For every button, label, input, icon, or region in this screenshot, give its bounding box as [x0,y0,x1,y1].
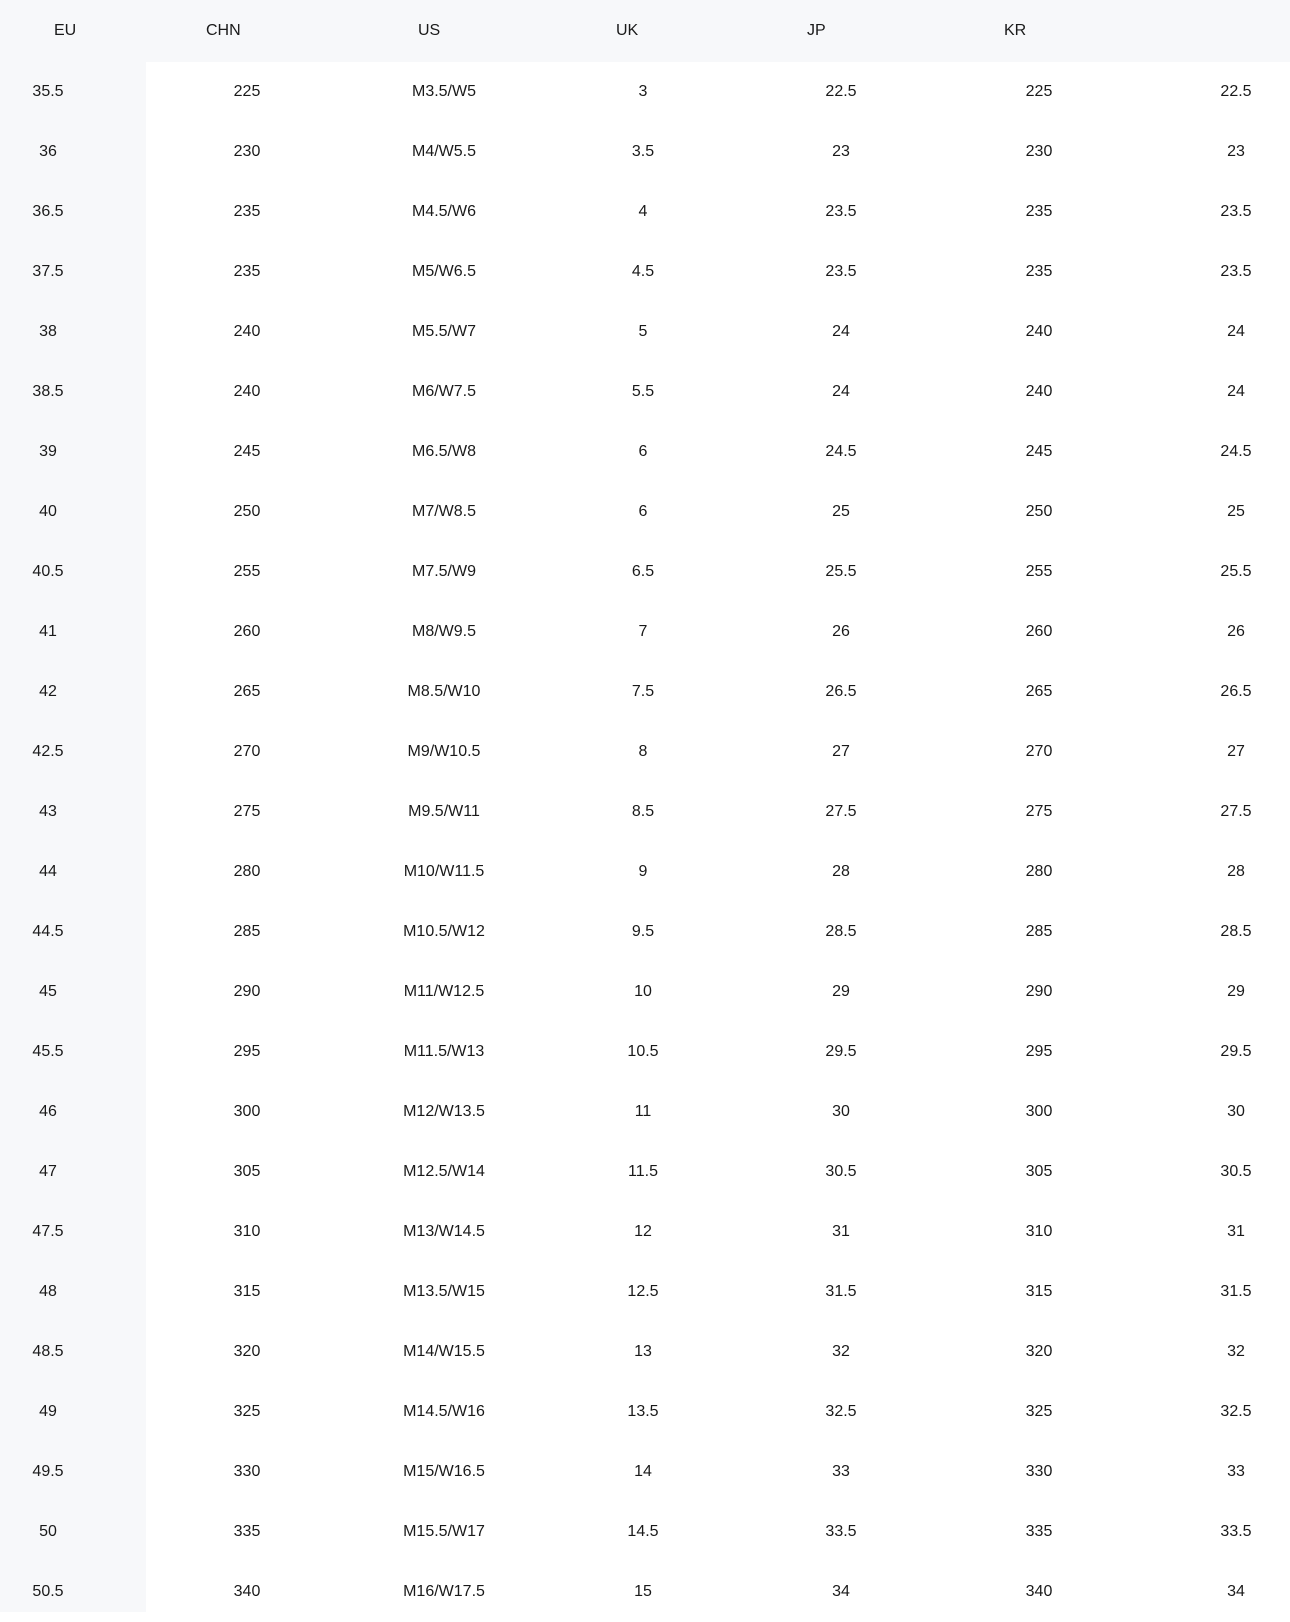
cell-chn: 280 [233,863,261,880]
cell-jp: 24 [832,323,850,340]
cell-jp: 28 [832,863,850,880]
cell-kr: 315 [1025,1283,1053,1300]
cell-us: M16/W17.5 [403,1583,485,1600]
header-kr: KR [1004,22,1027,39]
cell-chn: 270 [233,743,261,760]
cell-jp: 23.5 [825,263,857,280]
cell-extra: 26 [1227,623,1245,640]
cell-jp: 30.5 [825,1163,857,1180]
cell-eu: 44 [39,863,57,880]
cell-chn: 325 [233,1403,261,1420]
cell-kr: 240 [1025,323,1053,340]
cell-uk: 4.5 [631,263,655,280]
cell-kr: 240 [1025,383,1053,400]
cell-kr: 295 [1025,1043,1053,1060]
cell-extra: 32.5 [1220,1403,1252,1420]
table-row [0,1562,1290,1622]
header-chn: CHN [206,22,241,39]
cell-eu: 42 [39,683,57,700]
cell-jp: 33.5 [825,1523,857,1540]
cell-chn: 265 [233,683,261,700]
cell-eu: 36 [39,143,57,160]
cell-uk: 8 [638,743,648,760]
cell-extra: 30.5 [1220,1163,1252,1180]
cell-chn: 305 [233,1163,261,1180]
cell-kr: 235 [1025,263,1053,280]
cell-us: M13.5/W15 [403,1283,485,1300]
cell-kr: 275 [1025,803,1053,820]
table-row [0,1322,1290,1382]
header-uk: UK [616,22,639,39]
cell-eu: 41 [39,623,57,640]
cell-jp: 32.5 [825,1403,857,1420]
cell-extra: 24 [1227,323,1245,340]
cell-uk: 11 [634,1103,652,1120]
cell-uk: 13.5 [627,1403,659,1420]
cell-uk: 7 [638,623,648,640]
cell-chn: 295 [233,1043,261,1060]
cell-us: M7.5/W9 [411,563,476,580]
cell-us: M9/W10.5 [407,743,481,760]
cell-extra: 28 [1227,863,1245,880]
cell-uk: 8.5 [631,803,655,820]
cell-eu: 40.5 [32,563,64,580]
cell-eu: 46 [39,1103,57,1120]
cell-eu: 49 [39,1403,57,1420]
cell-us: M12/W13.5 [403,1103,485,1120]
cell-us: M7/W8.5 [411,503,476,520]
cell-extra: 23.5 [1220,203,1252,220]
cell-eu: 49.5 [32,1463,64,1480]
cell-eu: 43 [39,803,57,820]
cell-extra: 23.5 [1220,263,1252,280]
cell-uk: 10 [634,983,652,1000]
cell-uk: 14 [634,1463,652,1480]
cell-extra: 34 [1227,1583,1245,1600]
cell-eu: 37.5 [32,263,64,280]
table-row [0,122,1290,182]
table-row [0,1382,1290,1442]
cell-extra: 28.5 [1220,923,1252,940]
cell-jp: 23.5 [825,203,857,220]
table-row [0,1022,1290,1082]
cell-jp: 30 [832,1103,850,1120]
cell-eu: 45 [39,983,57,1000]
cell-chn: 235 [233,263,261,280]
cell-chn: 300 [233,1103,261,1120]
cell-kr: 265 [1025,683,1053,700]
cell-extra: 29.5 [1220,1043,1252,1060]
cell-jp: 34 [832,1583,850,1600]
cell-kr: 320 [1025,1343,1053,1360]
cell-extra: 25 [1227,503,1245,520]
cell-chn: 250 [233,503,261,520]
cell-kr: 330 [1025,1463,1053,1480]
table-row [0,1142,1290,1202]
table-row [0,1442,1290,1502]
cell-extra: 25.5 [1220,563,1252,580]
cell-kr: 260 [1025,623,1053,640]
cell-uk: 6 [638,443,648,460]
cell-chn: 230 [233,143,261,160]
table-row [0,782,1290,842]
table-row [0,962,1290,1022]
cell-kr: 245 [1025,443,1053,460]
table-row [0,242,1290,302]
cell-jp: 31 [832,1223,850,1240]
table-row [0,1082,1290,1142]
cell-chn: 240 [233,323,261,340]
cell-jp: 22.5 [825,83,857,100]
table-row [0,422,1290,482]
cell-eu: 50 [39,1523,57,1540]
cell-extra: 27 [1227,743,1245,760]
cell-uk: 10.5 [627,1043,659,1060]
cell-kr: 255 [1025,563,1053,580]
cell-chn: 235 [233,203,261,220]
cell-jp: 26.5 [825,683,857,700]
cell-eu: 44.5 [32,923,64,940]
cell-uk: 14.5 [627,1523,659,1540]
cell-kr: 225 [1025,83,1053,100]
cell-jp: 29.5 [825,1043,857,1060]
cell-us: M8/W9.5 [411,623,476,640]
cell-eu: 38 [39,323,57,340]
cell-chn: 275 [233,803,261,820]
cell-extra: 26.5 [1220,683,1252,700]
cell-kr: 305 [1025,1163,1053,1180]
cell-us: M8.5/W10 [407,683,481,700]
cell-chn: 260 [233,623,261,640]
cell-chn: 255 [233,563,261,580]
cell-us: M9.5/W11 [408,803,480,820]
cell-eu: 38.5 [32,383,64,400]
cell-jp: 31.5 [825,1283,857,1300]
cell-kr: 340 [1025,1583,1053,1600]
cell-eu: 47 [39,1163,57,1180]
cell-us: M12.5/W14 [403,1163,485,1180]
cell-us: M10/W11.5 [403,863,485,880]
cell-us: M5/W6.5 [411,263,476,280]
cell-extra: 29 [1227,983,1245,1000]
cell-eu: 45.5 [32,1043,64,1060]
cell-kr: 280 [1025,863,1053,880]
cell-us: M11/W12.5 [403,983,485,1000]
cell-us: M15.5/W17 [403,1523,485,1540]
cell-us: M14/W15.5 [403,1343,485,1360]
cell-us: M11.5/W13 [403,1043,485,1060]
table-row [0,1262,1290,1322]
table-body [0,62,1290,1622]
cell-eu: 42.5 [32,743,64,760]
cell-extra: 33 [1227,1463,1245,1480]
cell-chn: 315 [233,1283,261,1300]
cell-us: M13/W14.5 [403,1223,485,1240]
cell-jp: 32 [832,1343,850,1360]
cell-us: M14.5/W16 [403,1403,485,1420]
cell-us: M6.5/W8 [411,443,476,460]
cell-kr: 335 [1025,1523,1053,1540]
cell-extra: 32 [1227,1343,1245,1360]
cell-eu: 48.5 [32,1343,64,1360]
cell-extra: 33.5 [1220,1523,1252,1540]
cell-uk: 9 [638,863,648,880]
cell-jp: 29 [832,983,850,1000]
table-header-row [0,0,1290,62]
table-row [0,62,1290,122]
table-row [0,902,1290,962]
table-row [0,662,1290,722]
cell-jp: 33 [832,1463,850,1480]
cell-extra: 27.5 [1220,803,1252,820]
cell-extra: 22.5 [1220,83,1252,100]
table-row [0,722,1290,782]
cell-jp: 26 [832,623,850,640]
cell-uk: 3.5 [631,143,655,160]
cell-eu: 48 [39,1283,57,1300]
cell-uk: 7.5 [631,683,655,700]
cell-uk: 13 [634,1343,652,1360]
cell-kr: 285 [1025,923,1053,940]
cell-extra: 23 [1227,143,1245,160]
cell-kr: 325 [1025,1403,1053,1420]
cell-uk: 6.5 [631,563,655,580]
cell-us: M10.5/W12 [403,923,485,940]
cell-chn: 245 [233,443,261,460]
cell-eu: 50.5 [32,1583,64,1600]
cell-chn: 335 [233,1523,261,1540]
cell-chn: 240 [233,383,261,400]
cell-jp: 25.5 [825,563,857,580]
cell-jp: 24 [832,383,850,400]
cell-uk: 5 [638,323,648,340]
table-row [0,362,1290,422]
table-row [0,602,1290,662]
cell-uk: 12 [634,1223,652,1240]
cell-uk: 9.5 [631,923,655,940]
cell-extra: 24.5 [1220,443,1252,460]
cell-us: M15/W16.5 [403,1463,485,1480]
cell-us: M5.5/W7 [411,323,476,340]
cell-uk: 6 [638,503,648,520]
cell-kr: 230 [1025,143,1053,160]
cell-uk: 15 [634,1583,652,1600]
table-row [0,1202,1290,1262]
cell-uk: 11.5 [628,1163,658,1180]
table-row [0,302,1290,362]
header-eu: EU [54,22,77,39]
cell-extra: 30 [1227,1103,1245,1120]
cell-eu: 40 [39,503,57,520]
cell-chn: 225 [233,83,261,100]
cell-kr: 300 [1025,1103,1053,1120]
cell-us: M3.5/W5 [411,83,476,100]
cell-eu: 39 [39,443,57,460]
table-row [0,482,1290,542]
cell-jp: 27.5 [825,803,857,820]
cell-chn: 290 [233,983,261,1000]
cell-extra: 31 [1227,1223,1245,1240]
cell-uk: 5.5 [631,383,655,400]
cell-kr: 290 [1025,983,1053,1000]
cell-eu: 47.5 [32,1223,64,1240]
cell-kr: 270 [1025,743,1053,760]
table-row [0,1502,1290,1562]
cell-eu: 35.5 [32,83,64,100]
cell-eu: 36.5 [32,203,64,220]
cell-jp: 27 [832,743,850,760]
cell-kr: 310 [1025,1223,1053,1240]
cell-jp: 24.5 [825,443,857,460]
cell-uk: 12.5 [627,1283,659,1300]
cell-jp: 23 [832,143,850,160]
cell-chn: 340 [233,1583,261,1600]
cell-chn: 310 [233,1223,261,1240]
cell-kr: 250 [1025,503,1053,520]
cell-extra: 31.5 [1220,1283,1252,1300]
cell-chn: 320 [233,1343,261,1360]
cell-extra: 24 [1227,383,1245,400]
cell-kr: 235 [1025,203,1053,220]
cell-us: M6/W7.5 [411,383,476,400]
cell-us: M4/W5.5 [411,143,476,160]
cell-chn: 285 [233,923,261,940]
table-row [0,542,1290,602]
cell-jp: 25 [832,503,850,520]
cell-jp: 28.5 [825,923,857,940]
table-row [0,182,1290,242]
cell-uk: 3 [638,83,648,100]
cell-chn: 330 [233,1463,261,1480]
cell-us: M4.5/W6 [411,203,476,220]
header-us: US [418,22,441,39]
header-jp: JP [807,22,826,39]
table-row [0,842,1290,902]
cell-uk: 4 [638,203,648,220]
